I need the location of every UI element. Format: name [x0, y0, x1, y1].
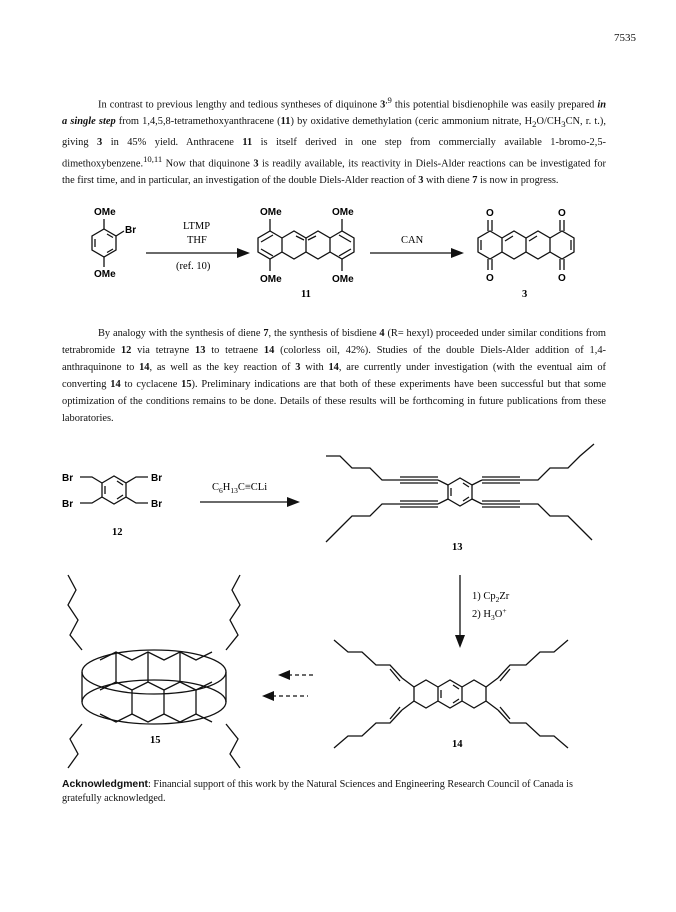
- paragraph-diquinone: In contrast to previous lengthy and tedious syntheses of diquinone $3^{,9}$ this potential bisdienophile was easily prepared in a single step from 1,4,5,8-tetramethoxyanthracene (11) by oxidative demethylation (ceric ammonium nitrate, $H_2O/CH_3CN$, r. t.), giving 3 in 45% yield. Anthracene 11 is itself derived in one step from commercially available 1-bromo-2,5-dimethoxybenzene.$^{10,11}$ Now that diquinone 3 is readily available, its reactivity in Diels-Alder reactions can be investigated for the first time, and in particular, an investigation of the double Diels-Alder reaction of 3 with diene 7 is now in progress.: [62, 95, 606, 187]
- compound-label-3: 3: [522, 289, 528, 300]
- ome-label: OMe: [260, 274, 282, 285]
- reagent-zirconocene: 1) $Cp_2Zr$: [472, 591, 510, 604]
- compound-label-12: 12: [112, 527, 123, 538]
- ome-label: OMe: [260, 207, 282, 218]
- compound-label-15: 15: [150, 735, 161, 746]
- reagent-thf: THF: [187, 235, 207, 246]
- reagent-can: CAN: [401, 235, 424, 246]
- paragraph-bisdiene: By analogy with the synthesis of diene 7, the synthesis of bisdiene 4 (R= hexyl) proceeded under similar conditions from tetrabromide 12 via tetrayne 13 to tetraene 14 (colorless oil, 42%). Studies of the double Diels-Alder addition of 1,4-anthraquinone to 14, as well as the key reaction of 3 with 14, are currently under investigation (with the eventual aim of converting 14 to cyclacene 15). Preliminary indications are that both of these experiments have been successful but that some optimization of the conditions remains to be done. Details of these results will be forthcoming in future publications from these laboratories.: [62, 328, 607, 424]
- compound-label-13: 13: [452, 542, 463, 553]
- br-label: Br: [151, 473, 163, 484]
- br-label: Br: [62, 499, 74, 510]
- br-label: Br: [151, 499, 163, 510]
- br-label: Br: [125, 225, 137, 236]
- bromodimethoxybenzene-structure: [92, 219, 124, 267]
- scheme-2-cyclacene-route: [60, 440, 620, 770]
- tetraene-structure: [334, 640, 568, 748]
- compound-label-11: 11: [301, 289, 311, 300]
- ome-label: OMe: [94, 269, 116, 280]
- reagent-acid-workup: 2) $H_3O^+$: [472, 606, 507, 622]
- oxygen-label: O: [486, 208, 494, 219]
- reagent-hexynyllithium: $C_6H_{13}C\equiv CLi$: [212, 482, 268, 495]
- ome-label: OMe: [332, 207, 354, 218]
- ome-label: OMe: [94, 207, 116, 218]
- br-label: Br: [62, 473, 74, 484]
- reagent-ltmp: LTMP: [183, 221, 211, 232]
- tetrabromide-structure: [80, 476, 148, 504]
- oxygen-label: O: [486, 273, 494, 284]
- diquinone-structure: [478, 220, 574, 270]
- acknowledgment-text: : Financial support of this work by the Natural Sciences and Engineering Research Council of Canada is gratefully acknowledged.: [62, 779, 573, 804]
- tetramethoxyanthracene-structure: [258, 219, 354, 271]
- page-number: 7535: [614, 32, 636, 44]
- compound-label-14: 14: [452, 739, 463, 750]
- scheme-1-anthracene-synthesis: [80, 205, 600, 315]
- oxygen-label: O: [558, 208, 566, 219]
- reference-note: (ref. 10): [176, 261, 211, 272]
- acknowledgment: [62, 778, 606, 806]
- oxygen-label: O: [558, 273, 566, 284]
- acknowledgment-heading: Acknowledgment: [62, 779, 149, 790]
- tetrayne-structure: [326, 444, 594, 542]
- ome-label: OMe: [332, 274, 354, 285]
